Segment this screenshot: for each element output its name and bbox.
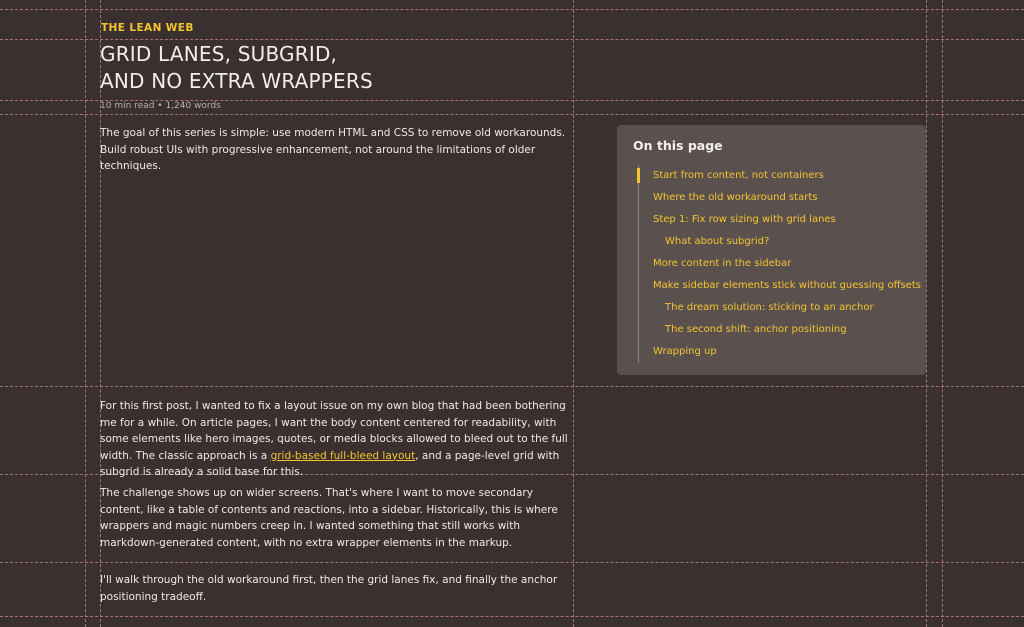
toc-list bbox=[638, 165, 919, 363]
page-title-line-1: GRID LANES, SUBGRID, bbox=[100, 42, 338, 66]
body-text: , and a page-level grid with subgrid is already a solid base for this. bbox=[100, 449, 560, 478]
body-paragraph-2: The challenge shows up on wider screens. That's where I want to move secondary content, like a table of contents and reactions, into a sidebar. Historically, this is where wrappers and magic numbers creep in. I wanted something that still works with markdown-generated content, with no extra wrapper elements in the markup. bbox=[100, 487, 558, 549]
toc-item-anchor-positioning[interactable]: The second shift: anchor positioning bbox=[665, 324, 847, 335]
full-bleed-layout-link[interactable]: grid-based full-bleed layout bbox=[270, 449, 416, 462]
grid-line-horizontal bbox=[0, 114, 1024, 115]
body-paragraph-3: I'll walk through the old workaround first, then the grid lanes fix, and finally the anchor positioning tradeoff. bbox=[100, 574, 558, 603]
toc-item-old-workaround[interactable]: Where the old workaround starts bbox=[653, 192, 818, 203]
toc-item-subgrid[interactable]: What about subgrid? bbox=[665, 236, 770, 247]
page-title-line-2: AND NO EXTRA WRAPPERS bbox=[100, 69, 373, 93]
series-eyebrow: THE LEAN WEB bbox=[101, 22, 194, 34]
intro-paragraph: The goal of this series is simple: use modern HTML and CSS to remove old workarounds. Build robust UIs with progressive enhancement, not around the limitations of older techniques. bbox=[100, 127, 566, 172]
toc-item-dream-solution[interactable]: The dream solution: sticking to an anchor bbox=[665, 302, 874, 313]
table-of-contents bbox=[617, 125, 926, 375]
grid-line-horizontal bbox=[0, 9, 1024, 10]
page-title bbox=[100, 41, 373, 95]
grid-line-horizontal bbox=[0, 39, 1024, 40]
toc-active-indicator bbox=[637, 168, 640, 183]
grid-line-vertical bbox=[85, 0, 86, 627]
article-meta: 10 min read • 1,240 words bbox=[100, 101, 221, 111]
grid-line-vertical bbox=[942, 0, 943, 627]
toc-item-wrapping-up[interactable]: Wrapping up bbox=[653, 346, 717, 357]
body-text: For this first post, I wanted to fix a layout issue on my own blog that had been bothering me for a while. On article pages, I want the body content centered for readability, with some elements like hero images, quotes, or media blocks allowed to bleed out to the full width. The classic approach is a bbox=[100, 400, 568, 462]
grid-line-vertical bbox=[926, 0, 927, 627]
toc-item-grid-lanes[interactable]: Step 1: Fix row sizing with grid lanes bbox=[653, 214, 836, 225]
grid-line-horizontal bbox=[0, 562, 1024, 563]
toc-item-sticky-sidebar[interactable]: Make sidebar elements stick without guessing offsets bbox=[653, 280, 921, 291]
body-paragraph-1 bbox=[100, 398, 576, 481]
toc-item-sidebar-content[interactable]: More content in the sidebar bbox=[653, 258, 792, 269]
grid-line-horizontal bbox=[0, 386, 1024, 387]
grid-line-horizontal bbox=[0, 616, 1024, 617]
toc-title: On this page bbox=[633, 138, 723, 153]
toc-item-start-from-content[interactable]: Start from content, not containers bbox=[653, 170, 824, 181]
